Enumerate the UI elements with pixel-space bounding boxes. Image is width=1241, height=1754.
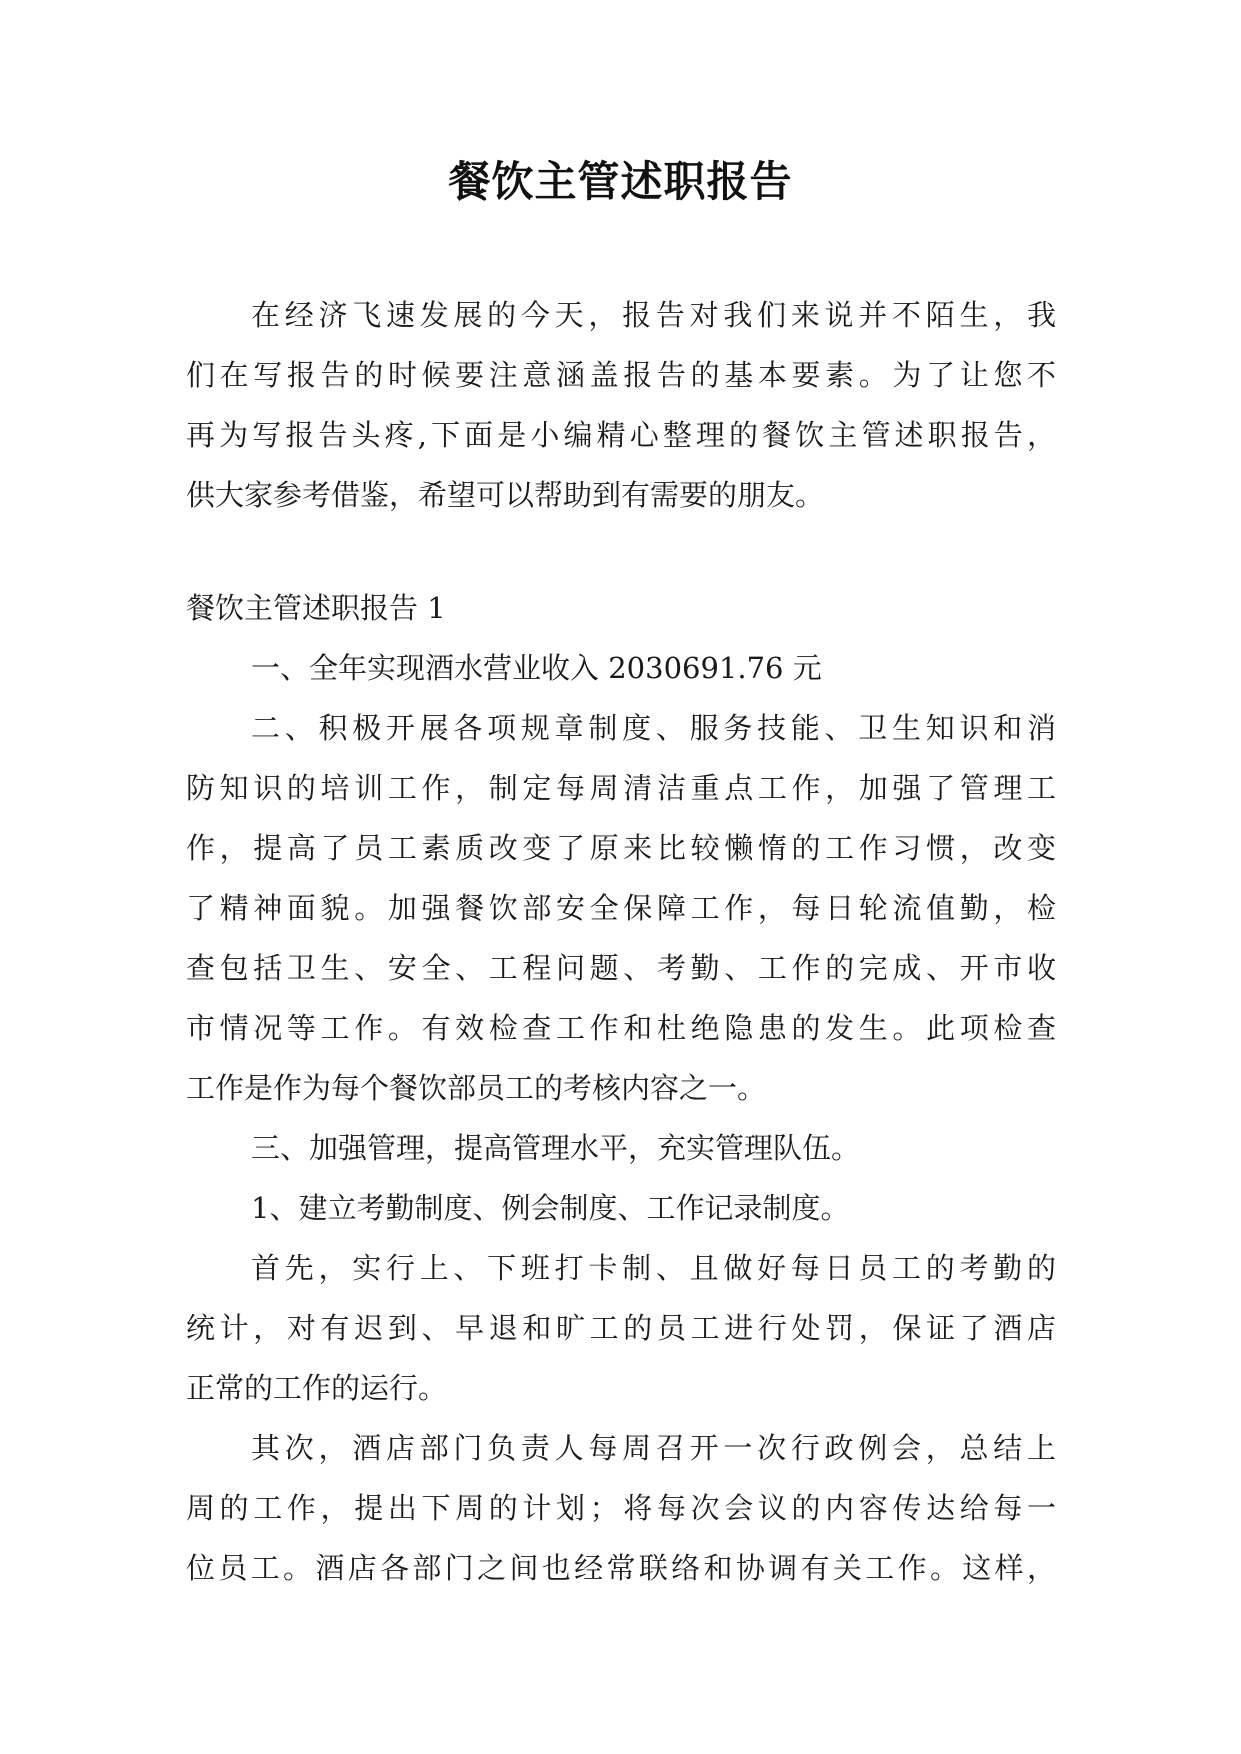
item-2-line-5: 查包括卫生、安全、工程问题、考勤、工作的完成、开市收 bbox=[186, 951, 1056, 985]
item-1-line: 一、全年实现酒水营业收入 2030691.76 元 bbox=[251, 651, 822, 685]
item-2-line-4: 了精神面貌。加强餐饮部安全保障工作，每日轮流值勤，检 bbox=[186, 891, 1056, 925]
item-2-line-3: 作，提高了员工素质改变了原来比较懒惰的工作习惯，改变 bbox=[186, 831, 1056, 865]
intro-line-2: 们在写报告的时候要注意涵盖报告的基本要素。为了让您不 bbox=[186, 358, 1056, 392]
second-para-line-1: 其次，酒店部门负责人每周召开一次行政例会，总结上 bbox=[251, 1431, 1056, 1465]
intro-line-3: 再为写报告头疼,下面是小编精心整理的餐饮主管述职报告， bbox=[186, 418, 1056, 452]
document-body bbox=[186, 285, 1056, 1598]
second-para-line-3: 位员工。酒店各部门之间也经常联络和协调有关工作。这样， bbox=[186, 1551, 1056, 1585]
item-2-line-6: 市情况等工作。有效检查工作和杜绝隐患的发生。此项检查 bbox=[186, 1011, 1056, 1045]
item-2-line-2: 防知识的培训工作，制定每周清洁重点工作，加强了管理工 bbox=[186, 771, 1056, 805]
section-heading: 餐饮主管述职报告 1 bbox=[186, 591, 446, 625]
item-2-line-1: 二、积极开展各项规章制度、服务技能、卫生知识和消 bbox=[251, 711, 1056, 745]
item-3-line: 三、加强管理，提高管理水平，充实管理队伍。 bbox=[251, 1131, 861, 1165]
intro-line-1: 在经济飞速发展的今天，报告对我们来说并不陌生，我 bbox=[251, 298, 1056, 332]
first-para-line-2: 统计，对有迟到、早退和旷工的员工进行处罚，保证了酒店 bbox=[186, 1311, 1056, 1345]
document-title: 餐饮主管述职报告 bbox=[448, 157, 793, 206]
first-para-line-3: 正常的工作的运行。 bbox=[186, 1371, 448, 1405]
second-para-line-2: 周的工作，提出下周的计划；将每次会议的内容传达给每一 bbox=[186, 1491, 1056, 1525]
item-2-line-7: 工作是作为每个餐饮部员工的考核内容之一。 bbox=[186, 1071, 767, 1105]
intro-line-4: 供大家参考借鉴，希望可以帮助到有需要的朋友。 bbox=[186, 478, 825, 512]
first-para-line-1: 首先，实行上、下班打卡制、且做好每日员工的考勤的 bbox=[251, 1251, 1056, 1285]
sub-item-1-line: 1、建立考勤制度、例会制度、工作记录制度。 bbox=[251, 1191, 850, 1225]
paragraph-gap bbox=[186, 525, 1056, 578]
